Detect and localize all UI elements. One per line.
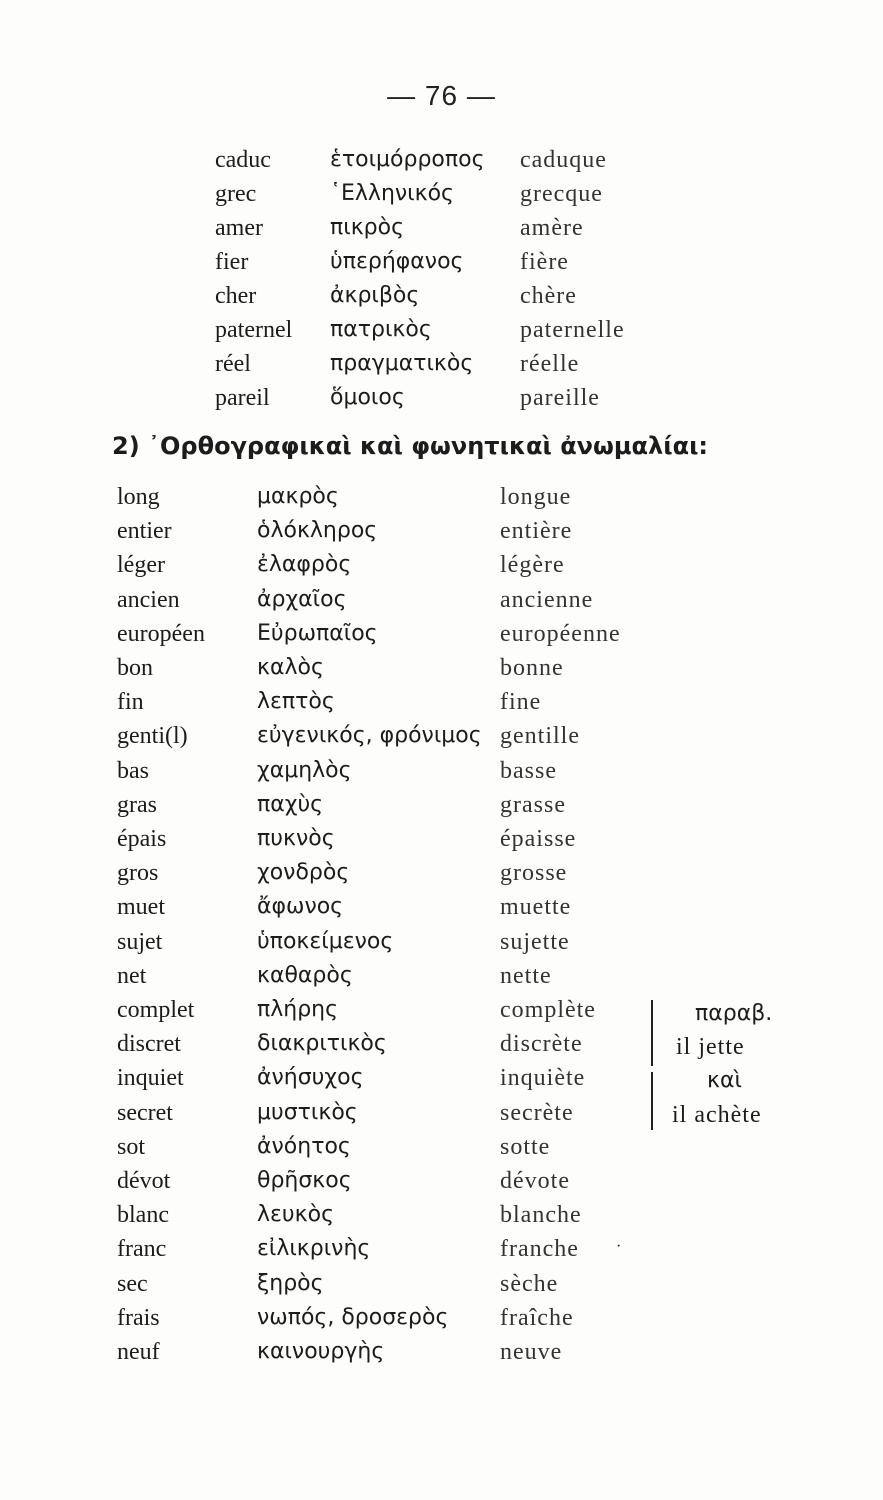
masculine-word: épais — [117, 826, 167, 852]
bracket-line — [651, 1000, 653, 1066]
greek-translation: ἀνόητος — [257, 1134, 351, 1159]
bracket-note-example-1: il jette — [676, 1034, 745, 1060]
greek-translation: νωπός, δροσερὸς — [257, 1305, 449, 1330]
greek-translation: πικρὸς — [330, 215, 404, 240]
masculine-word: européen — [117, 621, 205, 647]
masculine-word: neuf — [117, 1339, 160, 1365]
feminine-word: caduque — [520, 147, 607, 173]
greek-translation: ἄφωνος — [257, 894, 344, 919]
masculine-word: secret — [117, 1100, 173, 1126]
page-number: — 76 — — [387, 80, 496, 111]
greek-translation: χονδρὸς — [257, 860, 350, 885]
feminine-word: entière — [500, 518, 573, 544]
masculine-word: léger — [117, 552, 165, 578]
masculine-word: paternel — [215, 317, 293, 343]
masculine-word: bas — [117, 758, 149, 784]
masculine-word: muet — [117, 894, 165, 920]
masculine-word: fier — [215, 249, 249, 275]
feminine-word: dévote — [500, 1168, 570, 1194]
feminine-word: européenne — [500, 621, 621, 647]
feminine-word: grecque — [520, 181, 603, 207]
greek-translation: ὁλόκληρος — [257, 518, 378, 543]
feminine-word: gentille — [500, 723, 580, 749]
feminine-word: neuve — [500, 1339, 563, 1365]
greek-translation: λεπτὸς — [257, 689, 335, 714]
masculine-word: complet — [117, 997, 195, 1023]
bracket-note-conjunction: καὶ — [707, 1068, 742, 1093]
feminine-word: légère — [500, 552, 565, 578]
feminine-word: réelle — [520, 351, 580, 377]
greek-translation: ὅμοιος — [330, 385, 405, 410]
feminine-word: chère — [520, 283, 577, 309]
greek-translation: καινουργὴς — [257, 1339, 385, 1364]
greek-translation: πατρικὸς — [330, 317, 432, 342]
greek-translation: μακρὸς — [257, 484, 339, 509]
greek-translation: χαμηλὸς — [257, 758, 352, 783]
bracket-line — [651, 1072, 653, 1130]
greek-translation: διακριτικὸς — [257, 1031, 387, 1056]
feminine-word: longue — [500, 484, 572, 510]
feminine-word: ancienne — [500, 587, 594, 613]
greek-translation: πλήρης — [257, 997, 339, 1022]
masculine-word: entier — [117, 518, 172, 544]
greek-translation: ἀρχαῖος — [257, 587, 347, 612]
feminine-word: sotte — [500, 1134, 551, 1160]
feminine-word: sèche — [500, 1271, 559, 1297]
feminine-word: sujette — [500, 929, 570, 955]
bracket-note-example-2: il achète — [672, 1102, 762, 1128]
masculine-word: inquiet — [117, 1065, 184, 1091]
masculine-word: discret — [117, 1031, 181, 1057]
feminine-word: épaisse — [500, 826, 577, 852]
masculine-word: grec — [215, 181, 257, 207]
feminine-word: franche — [500, 1236, 579, 1262]
greek-translation: θρῆσκος — [257, 1168, 352, 1193]
greek-translation: ῾Ελληνικός — [330, 181, 454, 206]
masculine-word: caduc — [215, 147, 271, 173]
masculine-word: sec — [117, 1271, 148, 1297]
greek-translation: ὑποκείμενος — [257, 929, 394, 954]
feminine-word: bonne — [500, 655, 564, 681]
greek-translation: καθαρὸς — [257, 963, 353, 988]
feminine-word: complète — [500, 997, 596, 1023]
greek-translation: ἀνήσυχος — [257, 1065, 364, 1090]
feminine-word: discrète — [500, 1031, 583, 1057]
masculine-word: gras — [117, 792, 157, 818]
feminine-word: nette — [500, 963, 552, 989]
masculine-word: blanc — [117, 1202, 169, 1228]
masculine-word: sujet — [117, 929, 163, 955]
greek-translation: μυστικὸς — [257, 1100, 358, 1125]
section-heading: 2) ᾿Ορθογραφικαὶ καὶ φωνητικαὶ ἀνωμαλίαι: — [112, 432, 709, 460]
feminine-word: fraîche — [500, 1305, 574, 1331]
masculine-word: cher — [215, 283, 257, 309]
stray-mark: · — [616, 1238, 622, 1255]
greek-translation: πραγματικὸς — [330, 351, 474, 376]
masculine-word: gros — [117, 860, 159, 886]
greek-translation: πυκνὸς — [257, 826, 335, 851]
feminine-word: amère — [520, 215, 584, 241]
masculine-word: réel — [215, 351, 251, 377]
greek-translation: εἰλικρινὴς — [257, 1236, 371, 1261]
feminine-word: paternelle — [520, 317, 625, 343]
masculine-word: franc — [117, 1236, 167, 1262]
greek-translation: ἑτοιμόρροπος — [330, 147, 485, 172]
feminine-word: basse — [500, 758, 557, 784]
feminine-word: inquiète — [500, 1065, 586, 1091]
feminine-word: muette — [500, 894, 572, 920]
greek-translation: ἀκριβὸς — [330, 283, 420, 308]
masculine-word: long — [117, 484, 160, 510]
feminine-word: fière — [520, 249, 569, 275]
greek-translation: Εὐρωπαῖος — [257, 621, 378, 646]
masculine-word: amer — [215, 215, 263, 241]
greek-translation: ὑπερήφανος — [330, 249, 464, 274]
feminine-word: grosse — [500, 860, 568, 886]
feminine-word: grasse — [500, 792, 566, 818]
masculine-word: dévot — [117, 1168, 171, 1194]
greek-translation: καλὸς — [257, 655, 324, 680]
bracket-note-abbrev: παραβ. — [695, 1001, 773, 1026]
masculine-word: genti(l) — [117, 723, 188, 749]
masculine-word: ancien — [117, 587, 180, 613]
greek-translation: ξηρὸς — [257, 1271, 324, 1296]
masculine-word: frais — [117, 1305, 160, 1331]
greek-translation: ἐλαφρὸς — [257, 552, 352, 577]
greek-translation: παχὺς — [257, 792, 324, 817]
masculine-word: bon — [117, 655, 153, 681]
feminine-word: fine — [500, 689, 542, 715]
greek-translation: λευκὸς — [257, 1202, 334, 1227]
greek-translation: εὐγενικός, φρόνιμος — [257, 723, 482, 748]
masculine-word: fin — [117, 689, 144, 715]
masculine-word: pareil — [215, 385, 270, 411]
feminine-word: pareille — [520, 385, 600, 411]
masculine-word: net — [117, 963, 147, 989]
masculine-word: sot — [117, 1134, 146, 1160]
feminine-word: secrète — [500, 1100, 574, 1126]
feminine-word: blanche — [500, 1202, 582, 1228]
